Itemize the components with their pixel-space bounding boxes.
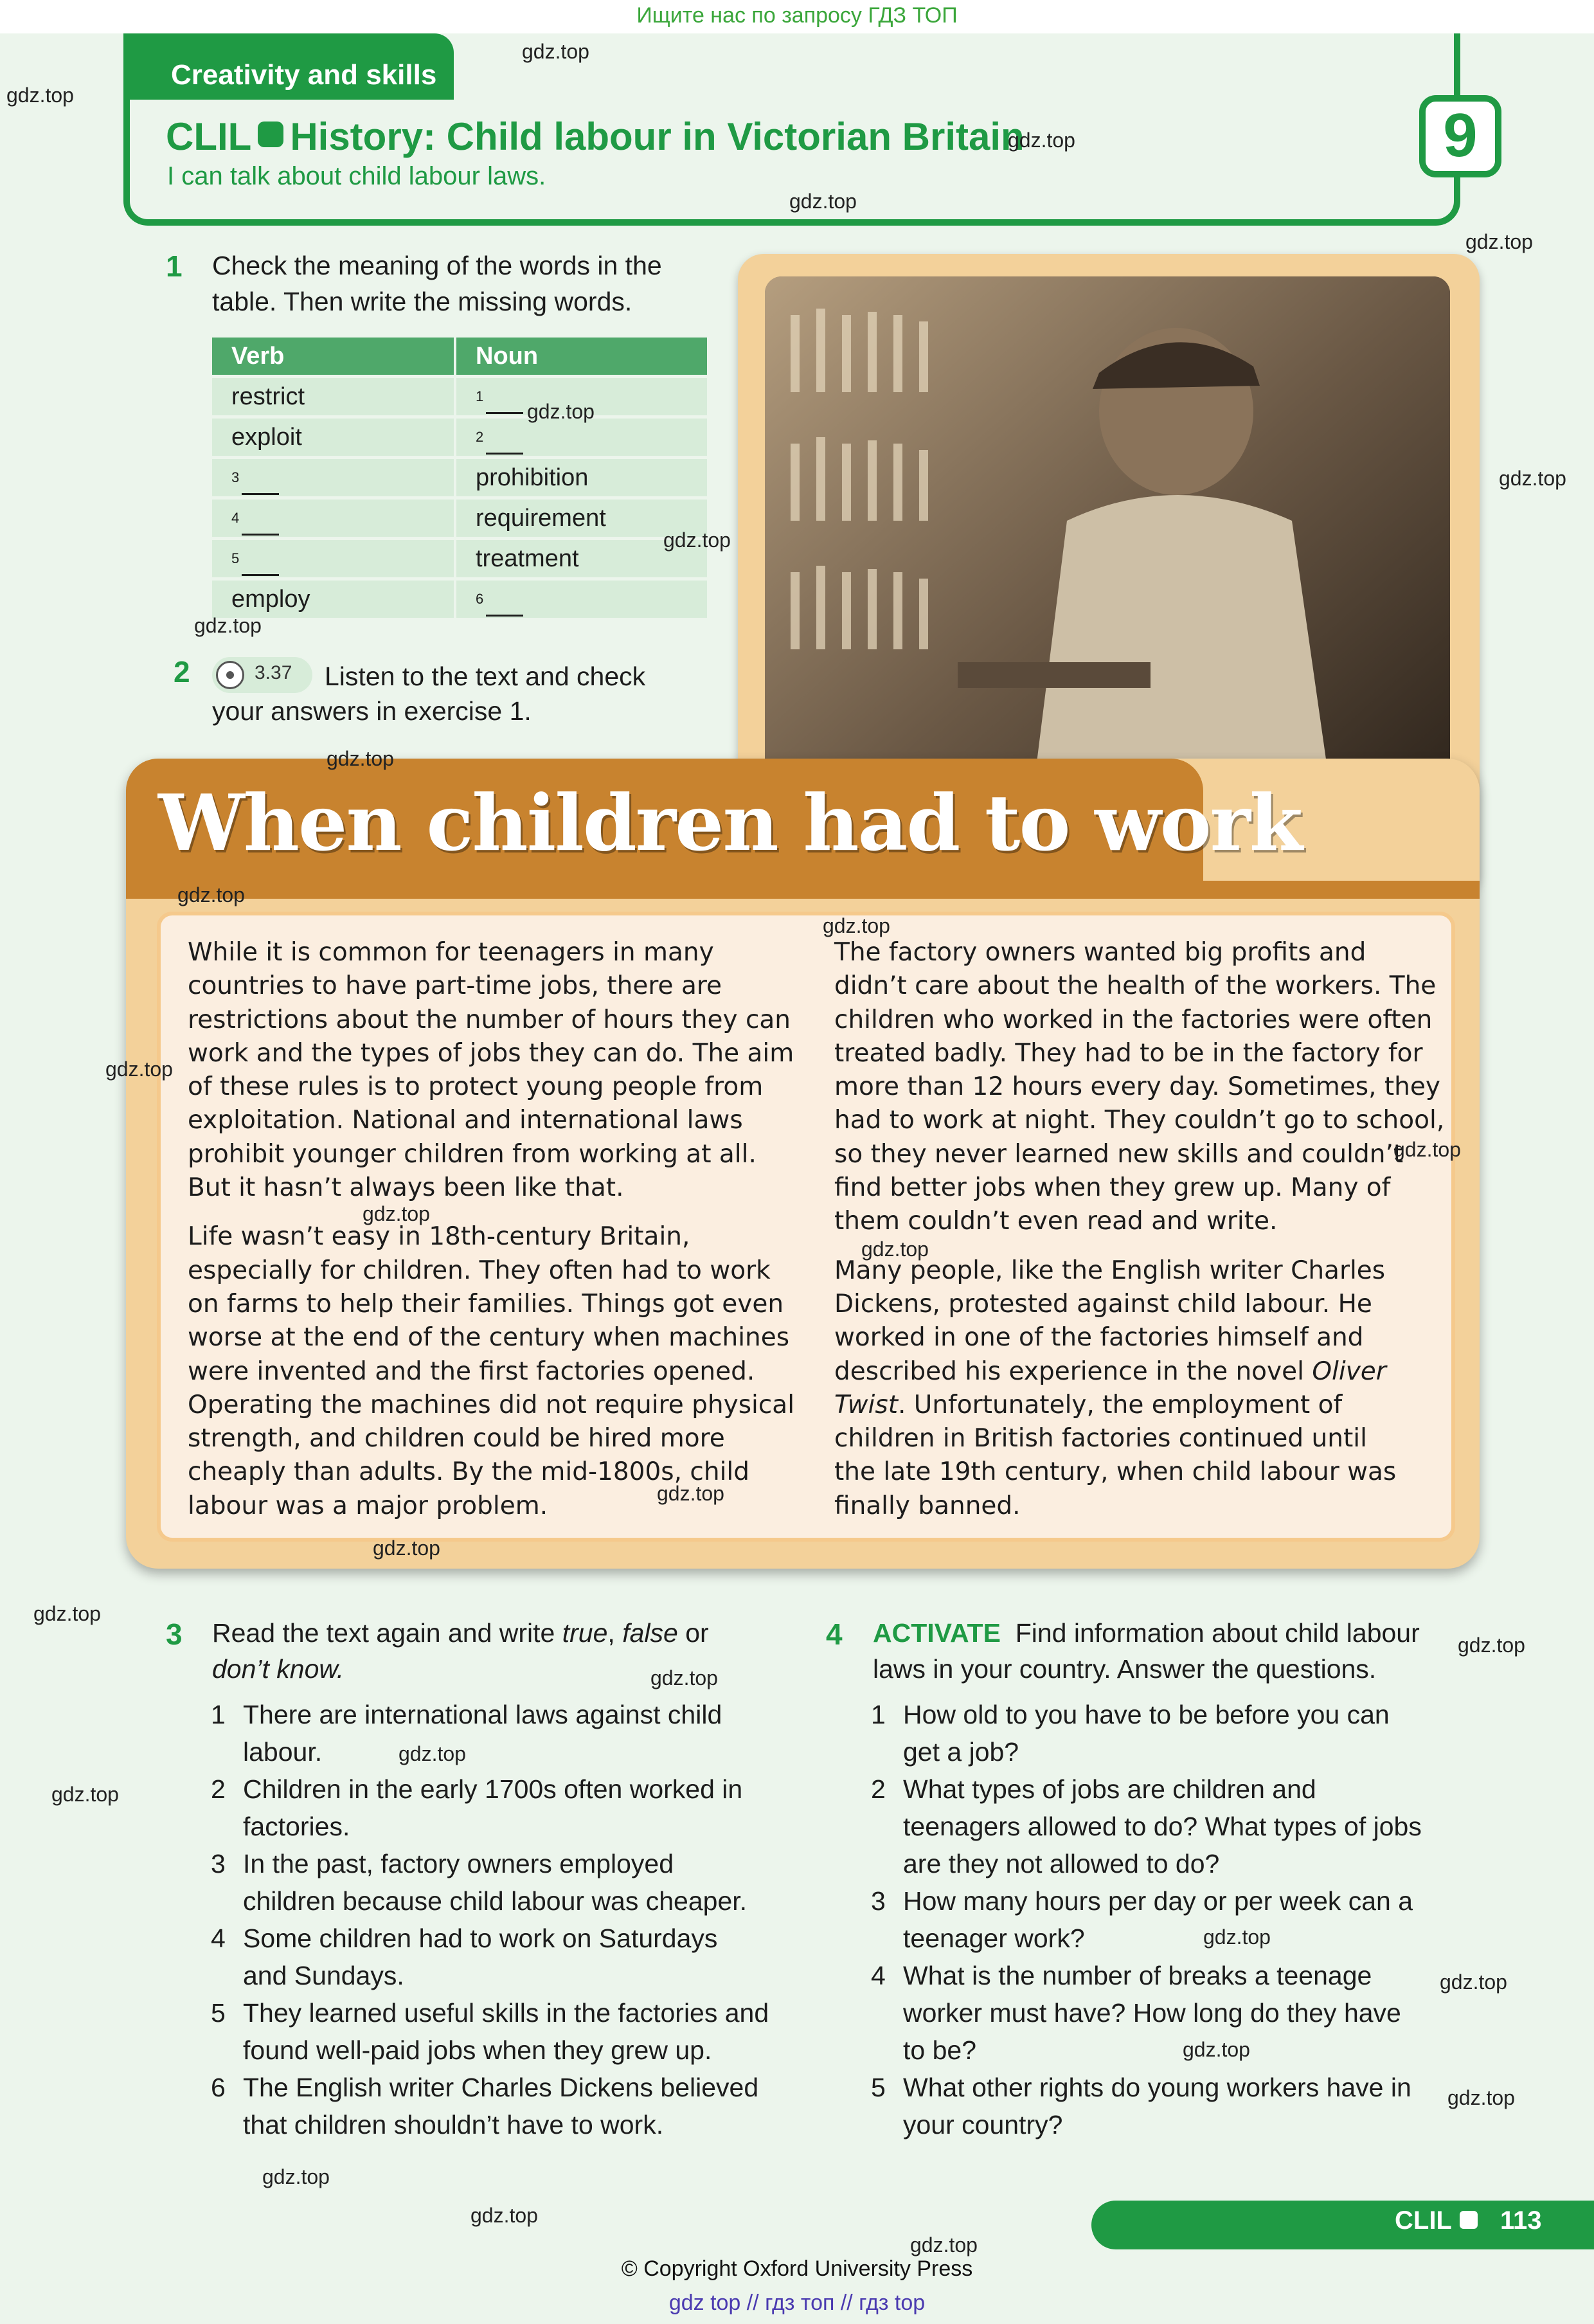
text-line: didn’t care about the health of the workers. The: [834, 971, 1437, 1001]
watermark[interactable]: gdz.top: [51, 1783, 119, 1806]
item-line: teenagers allowed to do? What types of jobs: [903, 1812, 1422, 1841]
table-cell-verb: [212, 500, 454, 537]
item-line: worker must have? How long do they have: [903, 1998, 1401, 2028]
item-number: 3: [211, 1849, 226, 1878]
exercise-2-number: 2: [174, 655, 190, 689]
text-line: treated badly. They had to be in the factory for: [834, 1038, 1423, 1068]
item-number: 4: [211, 1923, 226, 1953]
text-line: While it is common for teenagers in many: [188, 938, 714, 967]
table-cell-verb: exploit: [212, 419, 454, 456]
exercise-4-number: 4: [826, 1617, 843, 1651]
exercise-3-instruction: [212, 1615, 709, 1687]
table-cell-verb: [212, 540, 454, 577]
table-cell-noun: [456, 581, 707, 618]
section-tab: Creativity and skills: [123, 33, 454, 100]
item-line: get a job?: [903, 1737, 1019, 1767]
item-line: your country?: [903, 2110, 1063, 2139]
text-line: countries to have part-time jobs, there are: [188, 971, 722, 1001]
instruction-line: table. Then write the missing words.: [212, 287, 632, 316]
lesson-title-text: History: Child labour in Victorian Britain: [290, 115, 1025, 158]
item-number: 5: [211, 1998, 226, 2028]
text-line: worse at the end of the century when machines: [188, 1323, 790, 1353]
text-line: Twist. Unfortunately, the employment of: [834, 1390, 1343, 1419]
clil-square-icon: [258, 122, 283, 147]
item-number: 6: [211, 2073, 226, 2102]
table-cell-verb: employ: [212, 581, 454, 618]
watermark[interactable]: gdz.top: [823, 914, 890, 937]
text-line: especially for children. They often had to work: [188, 1256, 771, 1285]
text-line: restrictions about the number of hours they can: [188, 1005, 791, 1034]
item-line: are they not allowed to do?: [903, 1849, 1220, 1878]
text-line: more than 12 hours every day. Sometimes, they: [834, 1072, 1440, 1102]
gap-number: 5: [231, 550, 240, 566]
item-line: How many hours per day or per week can a: [903, 1886, 1413, 1916]
item-number: 2: [871, 1774, 886, 1804]
answer-option: true: [562, 1618, 608, 1648]
item-line: In the past, factory owners employed: [243, 1849, 674, 1878]
table-cell-noun: requirement: [456, 500, 707, 537]
gap-number: 6: [476, 591, 484, 607]
table-cell-verb: [212, 459, 454, 496]
reading-column-1: [188, 936, 794, 1523]
text-line: Life wasn’t easy in 18th-century Britain,: [188, 1222, 690, 1252]
instruction-line: [873, 1615, 1420, 1651]
watermark[interactable]: gdz.top: [789, 190, 857, 213]
watermark[interactable]: gdz.top: [861, 1238, 929, 1261]
text-line: work and the types of jobs they can do. The aim: [188, 1038, 794, 1068]
exercise-4-item: [871, 1957, 1401, 2069]
item-line: They learned useful skills in the factories and: [243, 1998, 769, 2028]
lesson-objective: I can talk about child labour laws.: [167, 162, 546, 190]
text-line: described his experience in the novel Oliver: [834, 1356, 1386, 1386]
watermark[interactable]: gdz.top: [1440, 1970, 1507, 1994]
watermark[interactable]: gdz.top: [6, 84, 74, 107]
watermark[interactable]: gdz.top: [33, 1602, 101, 1625]
watermark[interactable]: gdz.top: [327, 747, 394, 770]
text-line: Operating the machines did not require physical: [188, 1390, 795, 1419]
paragraph-gap: [188, 1205, 794, 1220]
exercise-3-item: [211, 1696, 722, 1770]
table-header-noun: Noun: [456, 338, 707, 375]
text-line: strength, and children could be hired more: [188, 1424, 725, 1454]
exercise-1-instruction: [212, 248, 662, 320]
copyright: © Copyright Oxford University Press: [621, 2256, 973, 2281]
watermark[interactable]: gdz.top: [1458, 1634, 1525, 1657]
item-line: children because child labour was cheaper.: [243, 1886, 748, 1916]
gap-number: 4: [231, 510, 240, 526]
text-line: had to work at night. They couldn’t go to school,: [834, 1106, 1445, 1135]
exercise-1-number: 1: [166, 249, 183, 283]
table-cell-noun: prohibition: [456, 459, 707, 496]
item-number: 4: [871, 1961, 886, 1990]
watermark[interactable]: gdz.top: [1203, 1925, 1271, 1949]
instruction-line: don’t know.: [212, 1654, 345, 1684]
watermark[interactable]: gdz.top: [527, 400, 595, 423]
exercise-3-item: [211, 1920, 718, 1994]
exercise-4-item: [871, 1770, 1422, 1882]
gap-number: 3: [231, 469, 240, 485]
item-line: Children in the early 1700s often worked in: [243, 1774, 743, 1804]
exercise-4-item: [871, 1882, 1413, 1957]
watermark[interactable]: gdz.top: [1465, 230, 1533, 253]
item-line: to be?: [903, 2035, 976, 2065]
item-number: 2: [211, 1774, 226, 1804]
watermark[interactable]: gdz.top: [1008, 129, 1075, 152]
text-line: Dickens, protested against child labour. He: [834, 1289, 1372, 1319]
item-line: that children shouldn’t have to work.: [243, 2110, 664, 2139]
text-line: The factory owners wanted big profits and: [834, 938, 1366, 967]
item-line: The English writer Charles Dickens believed: [243, 2073, 759, 2102]
watermark[interactable]: gdz.top: [1183, 2038, 1250, 2061]
text-line: labour was a major problem.: [188, 1491, 548, 1520]
answer-gap[interactable]: [486, 453, 523, 455]
item-line: Some children had to work on Saturdays: [243, 1923, 718, 1953]
item-line: factories.: [243, 1812, 350, 1841]
instruction-line: laws in your country. Answer the questions.: [873, 1654, 1377, 1684]
exercise-2-instruction-line1: Listen to the text and check: [325, 662, 646, 691]
novel-title: Oliver: [1312, 1356, 1386, 1386]
item-line: What types of jobs are children and: [903, 1774, 1316, 1804]
lesson-title: [166, 114, 1025, 159]
table-cell-noun: [456, 419, 707, 456]
watermark[interactable]: gdz.top: [262, 2165, 330, 2188]
clil-label: CLIL: [166, 115, 252, 158]
exercise-3-item: [211, 1845, 748, 1920]
exercise-3-item: [211, 1994, 769, 2069]
watermark[interactable]: gdz.top: [1393, 1138, 1461, 1161]
text-line: children who worked in the factories were often: [834, 1005, 1433, 1034]
reading-title-strip: [126, 881, 1480, 899]
exercise-3-item: [211, 1770, 743, 1845]
exercise-4-item: [871, 1696, 1390, 1770]
exercise-4-item: [871, 2069, 1411, 2143]
item-line: labour.: [243, 1737, 323, 1767]
text-line: find better jobs when they grew up. Many of: [834, 1173, 1391, 1203]
text-line: so they never learned new skills and couldn’t: [834, 1139, 1404, 1169]
text-line: the late 19th century, when child labour was: [834, 1457, 1397, 1487]
novel-title: Twist: [834, 1390, 898, 1419]
page-number: 113: [1500, 2206, 1542, 2235]
footer-section-label: [1395, 2206, 1478, 2235]
answer-gap[interactable]: [242, 493, 279, 495]
text-line: prohibit younger children from working at all.: [188, 1139, 757, 1169]
exercise-3-number: 3: [166, 1617, 183, 1651]
footer-section-text: CLIL: [1395, 2206, 1452, 2235]
watermark[interactable]: gdz.top: [177, 883, 245, 906]
table-cell-noun: treatment: [456, 540, 707, 577]
watermark[interactable]: gdz.top: [398, 1742, 466, 1765]
text-line: of these rules is to protect young people from: [188, 1072, 764, 1102]
answer-option: false: [622, 1618, 678, 1648]
watermark[interactable]: gdz.top: [657, 1482, 724, 1505]
item-line: teenager work?: [903, 1923, 1085, 1953]
text-line: But it hasn’t always been like that.: [188, 1173, 624, 1203]
item-line: and Sundays.: [243, 1961, 404, 1990]
gap-number: 1: [476, 388, 484, 404]
activate-label: ACTIVATE: [873, 1618, 1001, 1648]
instruction-text: Find information about child labour: [1015, 1618, 1420, 1648]
text-line: Many people, like the English writer Charles: [834, 1256, 1386, 1285]
bottom-links[interactable]: gdz top // гдз топ // гдз top: [668, 2291, 926, 2315]
watermark[interactable]: gdz.top: [470, 2204, 538, 2227]
watermark[interactable]: gdz.top: [910, 2233, 978, 2256]
item-number: 1: [871, 1700, 886, 1729]
answer-gap[interactable]: [486, 412, 523, 414]
text-line: finally banned.: [834, 1491, 1021, 1520]
watermark[interactable]: gdz.top: [363, 1202, 430, 1225]
exercise-2-instruction-line2: your answers in exercise 1.: [212, 696, 532, 726]
reading-title: When children had to work: [158, 778, 1302, 869]
exercise-4-instruction: [873, 1615, 1420, 1687]
watermark[interactable]: gdz.top: [1499, 467, 1566, 490]
clil-square-icon: [1460, 2211, 1478, 2229]
table-cell-verb: restrict: [212, 378, 454, 415]
watermark[interactable]: gdz.top: [1447, 2086, 1515, 2109]
item-line: What other rights do young workers have in: [903, 2073, 1411, 2102]
gap-number: 2: [476, 429, 484, 445]
watermark[interactable]: gdz.top: [373, 1536, 440, 1560]
text-line: exploitation. National and international laws: [188, 1106, 743, 1135]
instruction-line: Read the text again and write true, false or: [212, 1618, 709, 1648]
cd-icon: [216, 661, 244, 689]
watermark[interactable]: gdz.top: [105, 1058, 173, 1081]
text-line: cheaply than adults. By the mid-1800s, child: [188, 1457, 749, 1487]
exercise-3-item: [211, 2069, 759, 2143]
text-line: worked in one of the factories himself and: [834, 1323, 1364, 1353]
table-header-verb: Verb: [212, 338, 454, 375]
reading-column-2: [834, 936, 1444, 1523]
audio-track-badge[interactable]: [212, 657, 312, 693]
watermark[interactable]: gdz.top: [194, 614, 262, 637]
item-number: 1: [211, 1700, 226, 1729]
watermark[interactable]: gdz.top: [650, 1666, 718, 1689]
watermark[interactable]: gdz.top: [522, 40, 589, 63]
text-line: children in British factories continued until: [834, 1424, 1367, 1454]
unit-number-badge: 9: [1419, 95, 1501, 177]
top-banner[interactable]: Ищите нас по запросу ГДЗ ТОП: [0, 0, 1594, 33]
item-line: There are international laws against child: [243, 1700, 722, 1729]
track-number: 3.37: [255, 662, 292, 683]
answer-gap[interactable]: [486, 615, 523, 617]
item-line: found well-paid jobs when they grew up.: [243, 2035, 712, 2065]
item-number: 3: [871, 1886, 886, 1916]
text-line: on farms to help their families. Things got even: [188, 1289, 784, 1319]
text-line: them couldn’t even read and write.: [834, 1207, 1278, 1236]
answer-gap[interactable]: [242, 574, 279, 576]
header-frame-line: [1454, 33, 1460, 104]
text-line: were invented and the first factories opened.: [188, 1356, 755, 1386]
item-number: 5: [871, 2073, 886, 2102]
item-line: How old to you have to be before you can: [903, 1700, 1390, 1729]
instruction-line: Check the meaning of the words in the: [212, 251, 662, 280]
answer-gap[interactable]: [242, 534, 279, 536]
watermark[interactable]: gdz.top: [663, 528, 731, 552]
item-line: What is the number of breaks a teenage: [903, 1961, 1372, 1990]
